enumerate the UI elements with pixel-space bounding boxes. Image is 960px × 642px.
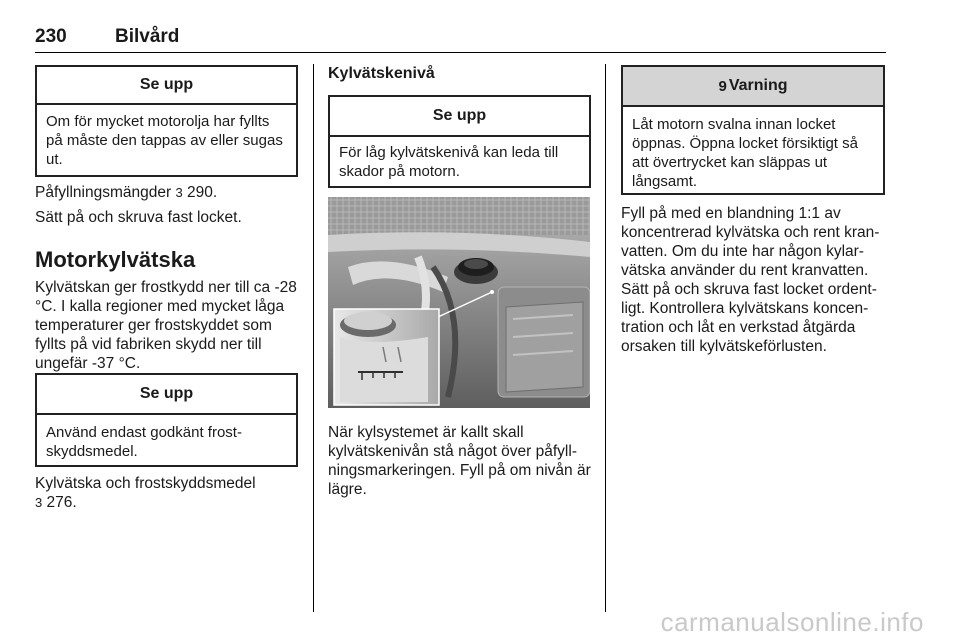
ref-arrow-icon: 3 — [175, 185, 183, 200]
warning-title: Varning — [728, 77, 788, 94]
warning-header — [623, 67, 883, 107]
caution-title: Se upp — [330, 97, 589, 137]
fill-quantities-ref — [35, 183, 300, 202]
coolant-level-paragraph: När kylsystemet är kallt skall kylvätskenivån stå något över påfyll-ningsmarkeringen. Fyll på om nivån är lägre. — [328, 424, 591, 498]
caution-title: Se upp — [37, 375, 296, 415]
refill-instructions: Fyll på med en blandning 1:1 av koncentrerad kylvätska och rent kran-vatten. Om du inte har någon kylar-vätska använder du rent kranvatten. Sätt på och skruva fast locket ordent-ligt. Kontrollera kylvätskans koncen-tration och låt en verkstad åtgärda orsaken till kylvätskeförlusten. — [621, 205, 880, 355]
page-header — [35, 26, 886, 53]
column-divider-1 — [313, 64, 314, 612]
page-number: 230 — [35, 26, 67, 47]
antifreeze-page[interactable]: 276. — [46, 494, 77, 511]
fill-quantities-label: Påfyllningsmängder — [35, 184, 172, 201]
warning-triangle-icon: 9 — [718, 77, 727, 95]
reservoir-detail-inset — [334, 309, 439, 405]
caution-title: Se upp — [37, 67, 296, 105]
antifreeze-ref — [35, 474, 300, 512]
lid-instruction: Sätt på och skruva fast locket. — [35, 209, 242, 226]
caution-body: Använd endast godkänt frost-skyddsmedel. — [46, 424, 242, 460]
chapter-title: Bilvård — [115, 26, 180, 47]
caution-body: Om för mycket motorolja har fyllts på måste den tappas av eller sugas ut. — [46, 113, 283, 168]
column-divider-2 — [605, 64, 606, 612]
coolant-reservoir-illustration — [328, 197, 590, 408]
warning-body: Låt motorn svalna innan locket öppnas. Öppna locket försiktigt så att övertrycket kan släppas ut långsamt. — [632, 116, 858, 190]
caution-body: För låg kylvätskenivå kan leda till skador på motorn. — [339, 144, 559, 180]
watermark: carmanualsonline.info — [660, 607, 924, 637]
fill-quantities-page[interactable]: 290. — [187, 184, 218, 201]
section-heading-coolant: Motorkylvätska — [35, 247, 196, 272]
subheading-coolant-level: Kylvätskenivå — [328, 65, 435, 82]
caution-box-antifreeze — [35, 373, 298, 467]
caution-box-oil — [35, 65, 298, 177]
antifreeze-label: Kylvätska och frostskyddsmedel — [35, 475, 256, 492]
caution-box-level — [328, 95, 591, 188]
coolant-intro: Kylvätskan ger frostkydd ner till ca -28 °C. I kalla regioner med mycket låga temperaturer ger frostskyddet som fyllts på vid fabriken skydd ner till ungefär -37 °C. — [35, 279, 297, 372]
engine-bay-figure — [328, 197, 590, 408]
ref-arrow-icon: 3 — [35, 495, 43, 510]
warning-box — [621, 65, 885, 195]
